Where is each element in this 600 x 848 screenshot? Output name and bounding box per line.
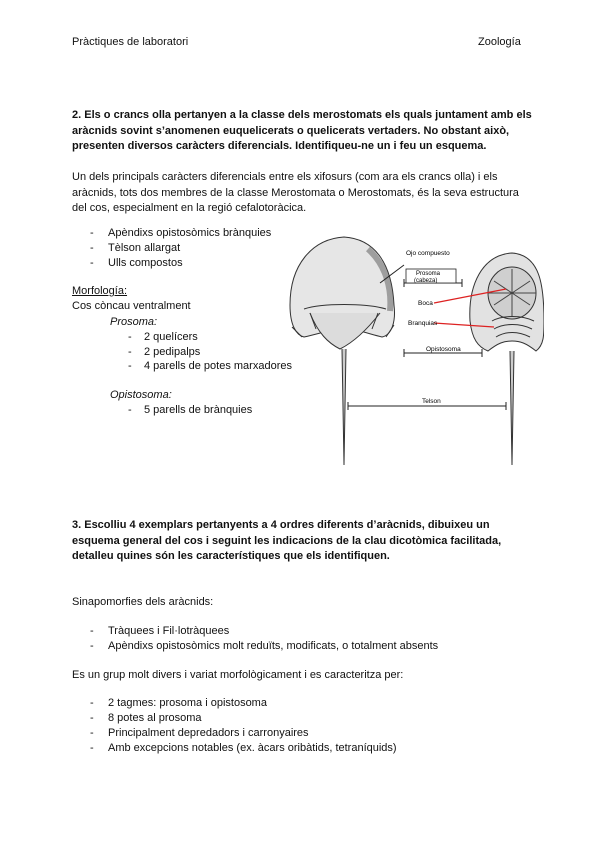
bullet-dash: - [128, 404, 132, 416]
ventral-view-drawing [470, 253, 544, 465]
bullet-dash: - [90, 242, 94, 254]
diagram-label-prosoma: Prosoma [416, 271, 441, 277]
bullet-dash: - [90, 742, 94, 754]
list-item: 4 parells de potes marxadores [144, 360, 292, 372]
list-item: Amb excepcions notables (ex. àcars oribàtids, tetraníquids) [108, 742, 397, 754]
list-item: Tèlson allargat [108, 242, 181, 254]
list-item: 5 parells de brànquies [144, 404, 253, 416]
bullet-dash: - [90, 227, 94, 239]
diagram-label-boca: Boca [418, 300, 433, 307]
bullet-dash: - [90, 697, 94, 709]
list-item: Apèndixs opistosòmics molt reduïts, modificats, o totalment absents [108, 640, 439, 652]
bullet-dash: - [90, 625, 94, 637]
list-item: 2 pedipalps [144, 346, 201, 358]
morphology-subtitle: Cos còncau ventralment [72, 300, 191, 312]
bullet-dash: - [128, 331, 132, 343]
diagram-label-telson: Telson [422, 398, 441, 405]
header-left: Pràctiques de laboratori [72, 36, 189, 48]
sinapomorphies-title: Sinapomorfies dels aràcnids: [72, 596, 214, 608]
bullet-dash: - [90, 640, 94, 652]
bullet-dash: - [128, 360, 132, 372]
dorsal-view-drawing [290, 237, 395, 465]
diagram-label-prosoma2: (cabeza) [414, 278, 438, 284]
list-item: Tràquees i Fil·lotràquees [108, 625, 230, 637]
opistosoma-label: Opistosoma: [110, 389, 172, 401]
diagram-label-ojo: Ojo compuesto [406, 250, 450, 257]
bullet-dash: - [90, 727, 94, 739]
morphology-title: Morfología: [72, 285, 128, 297]
question-2: 2. Els o crancs olla pertanyen a la classe dels merostomats els quals juntament amb els aràcnids sovint s’anomenen euquelicerats o quelicerats vertaders. No obstant això, presenten diversos caràcters diferencials. Identifiqueu-ne un i feu un esquema. [72, 109, 532, 152]
bullet-dash: - [90, 257, 94, 269]
bullet-dash: - [90, 712, 94, 724]
list-item: Principalment depredadors i carronyaires [108, 727, 309, 739]
group-intro: Es un grup molt divers i variat morfològicament i es caracteritza per: [72, 669, 404, 681]
q2-intro: Un dels principals caràcters diferencials entre els xifosurs (com ara els crancs olla) i els aràcnids, tots dos membres de la classe Merostomata o Merostomats, és la seva estructura del cos, especialment en la regió cefalotoràcica. [72, 171, 519, 214]
horseshoe-crab-diagram [282, 225, 544, 470]
diagram-label-branquias: Branquias [408, 320, 438, 327]
list-item: 8 potes al prosoma [108, 712, 202, 724]
list-item: Apèndixs opistosòmics brànquies [108, 227, 272, 239]
header-right: Zoología [478, 36, 521, 48]
bullet-dash: - [128, 346, 132, 358]
prosoma-label: Prosoma: [110, 316, 158, 328]
question-3: 3. Escolliu 4 exemplars pertanyents a 4 ordres diferents d’aràcnids, dibuixeu un esquema general del cos i seguint les indicacions de la clau dicotòmica facilitada, detalleu quines són les característiques que els identifiquen. [72, 519, 502, 562]
list-item: 2 quelícers [144, 331, 198, 343]
list-item: 2 tagmes: prosoma i opistosoma [108, 697, 267, 709]
diagram-label-opistosoma: Opistosoma [426, 346, 461, 353]
list-item: Ulls compostos [108, 257, 183, 269]
